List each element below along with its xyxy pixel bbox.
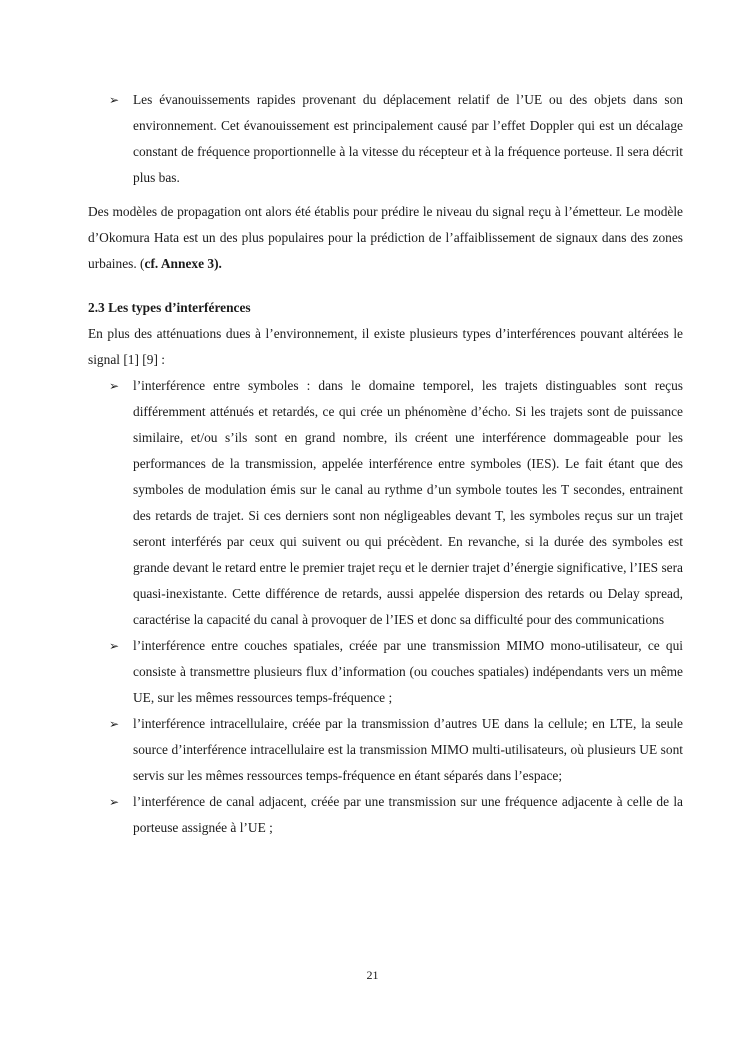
propagation-paragraph bbox=[88, 199, 683, 277]
bullet-text: l’interférence de canal adjacent, créée par une transmission sur une fréquence adjacente à celle de la porteuse assignée à l’UE ; bbox=[133, 794, 683, 835]
page-content bbox=[88, 87, 683, 841]
bullet-text: l’interférence intracellulaire, créée par la transmission d’autres UE dans la cellule; en LTE, la seule source d’interférence intracellulaire est la transmission MIMO multi-utilisateurs, où plusieurs UE sont servis sur les mêmes ressources temps-fréquence en étant séparés dans l’espace; bbox=[133, 716, 683, 783]
annex-reference: cf. Annexe 3). bbox=[144, 256, 222, 271]
bullet-item-fast-fading bbox=[88, 87, 683, 191]
arrow-bullet-icon: ➢ bbox=[109, 93, 120, 107]
propagation-text: Des modèles de propagation ont alors été établis pour prédire le niveau du signal reçu à l’émetteur. Le modèle d’Okomura Hata est un des plus populaires pour la prédiction de l’affaiblissement de signaux dans des zones urbaines. ( bbox=[88, 204, 683, 271]
bullet-item-spatial-layers bbox=[88, 633, 683, 711]
section-intro: En plus des atténuations dues à l’environnement, il existe plusieurs types d’interférences pouvant altérées le signal [1] [9] : bbox=[88, 326, 683, 367]
page-number: 21 bbox=[366, 968, 379, 982]
bullet-text: Les évanouissements rapides provenant du déplacement relatif de l’UE ou des objets dans son environnement. Cet évanouissement est principalement causé par l’effet Doppler qui est un décalage constant de fréquence proportionnelle à la vitesse du récepteur et à la fréquence porteuse. Il sera décrit plus bas. bbox=[133, 92, 683, 185]
section-heading: 2.3 Les types d’interférences bbox=[88, 300, 251, 315]
bullet-item-intracellular bbox=[88, 711, 683, 789]
arrow-bullet-icon: ➢ bbox=[109, 717, 120, 731]
arrow-bullet-icon: ➢ bbox=[109, 639, 120, 653]
arrow-bullet-icon: ➢ bbox=[109, 379, 120, 393]
bullet-item-adjacent-channel bbox=[88, 789, 683, 841]
bullet-text: l’interférence entre couches spatiales, créée par une transmission MIMO mono-utilisateur, ce qui consiste à transmettre plusieurs flux d’information (ou couches spatiales) indépendants vers un même UE, sur les mêmes ressources temps-fréquence ; bbox=[133, 638, 683, 705]
arrow-bullet-icon: ➢ bbox=[109, 795, 120, 809]
bullet-text: l’interférence entre symboles : dans le domaine temporel, les trajets distinguables sont reçus différemment atténués et retardés, ce qui crée un phénomène d’écho. Si les trajets sont de puissance similaire, et/ou s’ils sont en grand nombre, ils créent une interférence dommageable pour les performances de la transmission, appelée interférence entre symboles (IES). Le fait étant que des symboles de modulation émis sur le canal au rythme d’un symbole toutes les T secondes, entrainent des retards de trajet. Si ces derniers sont non négligeables devant T, les symboles reçus sur un trajet seront interférés par ceux qui suivent ou qui précèdent. En revanche, si la durée des symboles est grande devant le retard entre le premier trajet reçu et le dernier trajet d’énergie significative, l’IES sera quasi-inexistante. Cette différence de retards, aussi appelée dispersion des retards ou Delay spread, caractérise la capacité du canal à provoquer de l’IES et donc sa difficulté pour des communications bbox=[133, 378, 683, 627]
bullet-item-inter-symbol bbox=[88, 373, 683, 633]
